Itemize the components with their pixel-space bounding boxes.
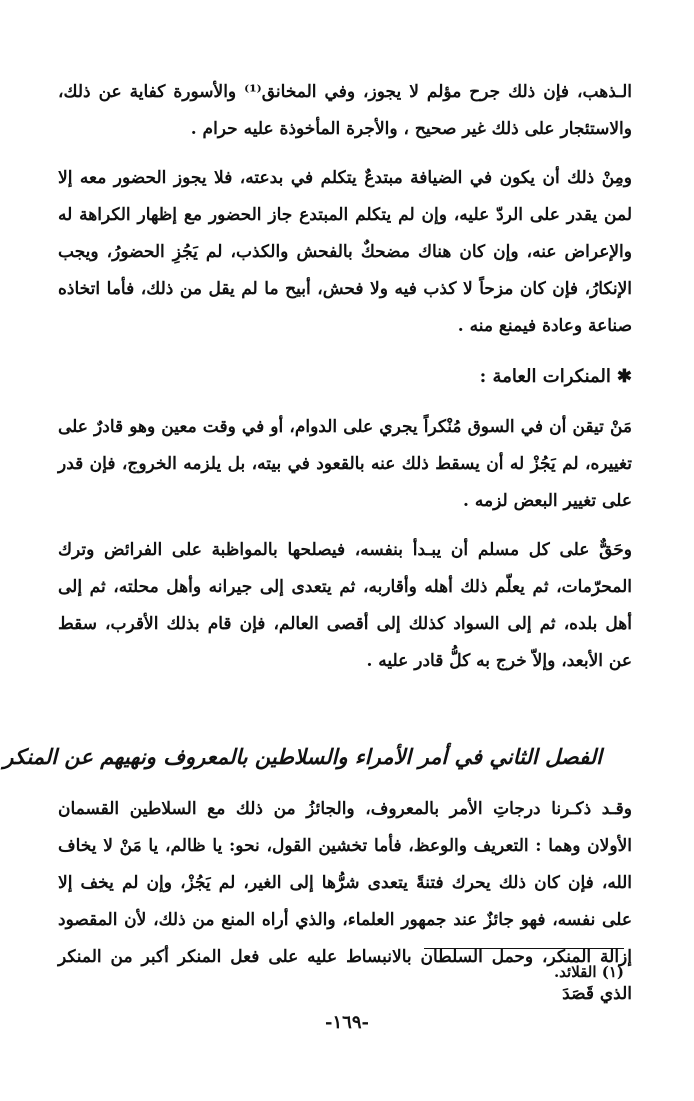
asterisk-icon: ✱	[616, 366, 632, 387]
page-number: -١٦٩-	[325, 1012, 369, 1033]
paragraph-innovator-at-feast: ومِنْ ذلك أن يكون في الضيافة مبتدعٌ يتكلم في بدعته، فلا يجوز الحضور معه إلا لمن يقدر على الردّ عليه، وإن لم يتكلم المبتدع جاز الحضور مع إظهار الكراهة له والإعراض عنه، وإن كان هناك مضحكٌ بالفحش والكذب، لم يَجُزِ الحضورُ، ويجب الإنكارُ، فإن كان مزحاً لا كذب فيه ولا فحش، أبيح ما لم يقل من ذلك، فأما اتخاذه صناعة وعادة فيمنع منه .	[58, 168, 632, 336]
chapter-title: الفصل الثاني في أمر الأمراء والسلاطين بالمعروف ونهيهم عن المنكر	[3, 744, 602, 769]
paragraph-market-evil: مَنْ تيقن أن في السوق مُنْكراً يجري على الدوام، أو في وقت معين وهو قادرٌ على تغييره، لم يَجُزْ له أن يسقط ذلك عنه بالقعود في بيته، بل يلزمه الخروج، فإن قدر على تغيير البعض لزمه .	[58, 417, 632, 511]
footnote: (١) القلائد.	[553, 963, 624, 981]
paragraph-duty-of-muslim: وحَقٌّ على كل مسلم أن يبـدأ بنفسه، فيصلحها بالمواظبة على الفرائض وترك المحرّمات، ثم يعلّم ذلك أهله وأقاربه، ثم يتعدى إلى جيرانه وأهل محلته، ثم إلى أهل بلده، ثم إلى السواد كذلك إلى أقصى العالم، فإن قام بذلك الأقرب، سقط عن الأبعد، وإلاّ خرج به كلُّ قادر عليه .	[58, 540, 632, 671]
paragraph-gold-jewelry: الـذهب، فإن ذلك جرح مؤلم لا يجوز، وفي المخانق⁽¹⁾ والأسورة كفاية عن ذلك، والاستئجار على ذلك غير صحيح ، والأجرة المأخوذة عليه حرام .	[58, 82, 633, 139]
main-text	[3, 74, 633, 1013]
section-heading	[58, 357, 632, 397]
section-heading-text: المنكرات العامة :	[479, 366, 611, 387]
paragraph-rulers: وقـد ذكـرنا درجاتِ الأمر بالمعروف، والجائزُ من ذلك مع السلاطين القسمان الأولان وهما : التعريف والوعظ، فأما تخشين القول، نحو: يا ظالم، يا مَنْ لا يخاف الله، فإن كان ذلك يحرك فتنةً يتعدى شرُّها إلى الغير، لم يَجُزْ، وإن لم يخف إلا على نفسه، فهو جائزٌ عند جمهور العلماء، والذي أراه المنع من ذلك، لأن المقصود إزالة المنكر، وحمل السلطان بالانبساط عليه على فعل المنكر أكبر من المنكر الذي قَصَدَ	[58, 799, 632, 1004]
footnote-divider	[424, 948, 624, 949]
